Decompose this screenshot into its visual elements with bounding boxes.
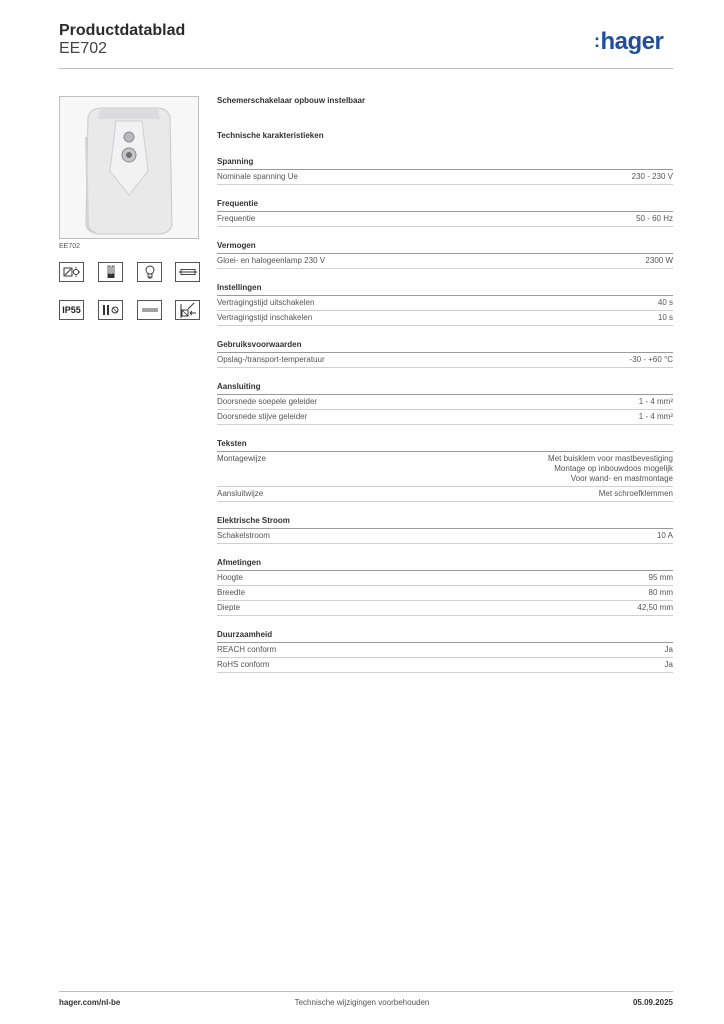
spec-row — [217, 487, 673, 502]
spec-value — [636, 214, 673, 224]
fluorescent-lamp-icon — [98, 262, 123, 282]
spec-row — [217, 643, 673, 658]
spec-row — [217, 452, 673, 487]
spec-section — [217, 558, 673, 616]
switch-symbol-icon — [98, 300, 123, 320]
spec-section — [217, 516, 673, 544]
spec-value — [548, 454, 673, 484]
footer-divider — [59, 991, 673, 992]
spec-value-line: Ja — [664, 660, 673, 669]
spec-section — [217, 157, 673, 185]
spec-value-line: 42,50 mm — [637, 603, 673, 612]
spec-section — [217, 630, 673, 673]
section-title: Gebruiksvoorwaarden — [217, 340, 673, 353]
spec-row — [217, 212, 673, 227]
bulb-icon — [137, 262, 162, 282]
spec-label: Hoogte — [217, 573, 243, 582]
spec-row — [217, 410, 673, 425]
section-title: Duurzaamheid — [217, 630, 673, 643]
spec-label: Diepte — [217, 603, 241, 612]
spec-value — [658, 313, 673, 323]
section-title: Afmetingen — [217, 558, 673, 571]
spec-value — [637, 603, 673, 613]
spec-label: Doorsnede soepele geleider — [217, 397, 318, 406]
spec-value — [630, 355, 673, 365]
footer-website: hager.com/nl-be — [59, 998, 121, 1007]
spec-value — [658, 298, 673, 308]
spec-section — [217, 340, 673, 368]
spec-value-line: 10 s — [657, 313, 673, 322]
spec-value — [665, 660, 673, 670]
section-title: Vermogen — [217, 241, 673, 254]
spec-row — [217, 395, 673, 410]
spec-value-line: 1 - 4 mm² — [638, 412, 673, 421]
spec-label: Frequentie — [217, 214, 256, 223]
footer-notice: Technische wijzigingen voorbehouden — [294, 998, 430, 1007]
spec-value-line: 230 - 230 V — [631, 172, 673, 181]
spec-value-line: Met schroefklemmen — [598, 489, 673, 498]
spec-row — [217, 529, 673, 544]
fuse-icon — [175, 262, 200, 282]
section-title: Spanning — [217, 157, 673, 170]
product-image — [59, 96, 199, 239]
spec-value — [665, 645, 673, 655]
hager-logo: :hager — [594, 28, 664, 55]
spec-row — [217, 571, 673, 586]
spec-row — [217, 601, 673, 616]
spec-row — [217, 658, 673, 673]
spec-value-line: Ja — [664, 645, 673, 654]
spec-section — [217, 241, 673, 269]
spec-value — [649, 588, 673, 598]
spec-label: Aansluitwijze — [217, 489, 264, 498]
product-code: EE702 — [59, 40, 108, 57]
header-divider — [59, 68, 673, 69]
spec-value-line: Met buisklem voor mastbevestiging — [548, 454, 673, 463]
spec-value — [639, 412, 673, 422]
page-title: Productdatablad — [59, 22, 186, 39]
spec-row — [217, 296, 673, 311]
spec-sections — [217, 157, 673, 673]
logo-text: hager — [600, 28, 664, 55]
ip55-badge — [59, 300, 84, 320]
spec-row — [217, 586, 673, 601]
spec-label: Montagewijze — [217, 454, 266, 463]
spec-section — [217, 382, 673, 425]
spec-value-line: 2300 W — [645, 256, 673, 265]
product-name: Schemerschakelaar opbouw instelbaar — [217, 96, 366, 105]
spec-label: RoHS conform — [217, 660, 270, 669]
image-caption: EE702 — [59, 243, 81, 250]
spec-label: Doorsnede stijve geleider — [217, 412, 308, 421]
spec-value-line: Voor wand- en mastmontage — [570, 474, 673, 483]
spec-label: Opslag-/transport-temperatuur — [217, 355, 325, 364]
spec-value — [632, 172, 673, 182]
mast-mount-icon — [175, 300, 200, 320]
spec-label: Schakelstroom — [217, 531, 270, 540]
line-icon — [137, 300, 162, 320]
ip-rating-label: IP55 — [62, 305, 81, 315]
spec-section — [217, 439, 673, 502]
spec-row — [217, 353, 673, 368]
section-title: Instellingen — [217, 283, 673, 296]
spec-label: Nominale spanning Ue — [217, 172, 298, 181]
spec-value — [645, 256, 673, 266]
spec-section — [217, 283, 673, 326]
spec-label: Gloei- en halogeenlamp 230 V — [217, 256, 326, 265]
spec-section — [217, 199, 673, 227]
light-sensor-icon — [59, 262, 84, 282]
spec-value-line: 1 - 4 mm² — [638, 397, 673, 406]
spec-value — [639, 397, 673, 407]
spec-label: REACH conform — [217, 645, 277, 654]
spec-value-line: 80 mm — [648, 588, 673, 597]
section-title: Elektrische Stroom — [217, 516, 673, 529]
spec-value-line: -30 - +60 °C — [629, 355, 673, 364]
tech-title: Technische karakteristieken — [217, 131, 324, 140]
spec-value-line: Montage op inbouwdoos mogelijk — [554, 464, 673, 473]
spec-value-line: 40 s — [657, 298, 673, 307]
spec-label: Vertragingstijd inschakelen — [217, 313, 313, 322]
spec-label: Breedte — [217, 588, 246, 597]
section-title: Teksten — [217, 439, 673, 452]
spec-value-line: 95 mm — [648, 573, 673, 582]
spec-row — [217, 170, 673, 185]
spec-label: Vertragingstijd uitschakelen — [217, 298, 315, 307]
section-title: Frequentie — [217, 199, 673, 212]
spec-row — [217, 311, 673, 326]
spec-value-line: 50 - 60 Hz — [636, 214, 673, 223]
spec-value — [649, 573, 673, 583]
spec-value — [599, 489, 673, 499]
spec-value — [657, 531, 673, 541]
section-title: Aansluiting — [217, 382, 673, 395]
spec-value-line: 10 A — [656, 531, 673, 540]
footer-date: 05.09.2025 — [632, 998, 673, 1007]
spec-row — [217, 254, 673, 269]
spec-sheet — [217, 96, 673, 673]
